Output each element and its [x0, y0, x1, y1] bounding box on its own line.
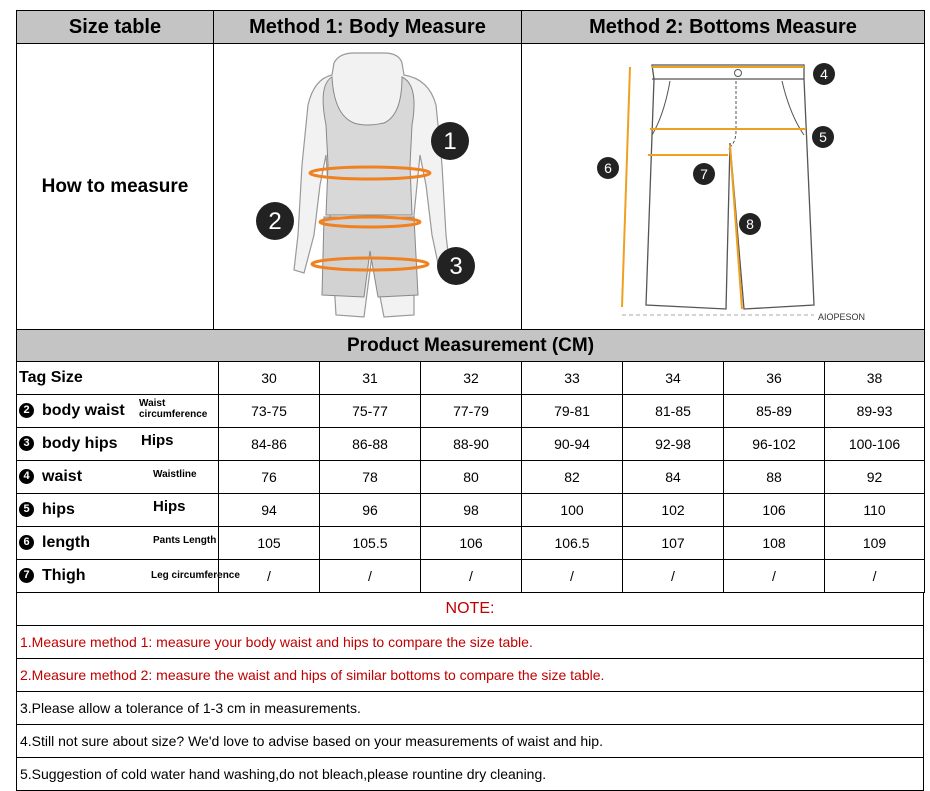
marker-1: 1 — [443, 127, 457, 155]
marker-3: 3 — [449, 252, 463, 280]
marker-5: 5 — [819, 128, 827, 145]
size-cell: 30 — [219, 362, 320, 395]
value-cell: 108 — [724, 527, 825, 560]
value-cell: 107 — [623, 527, 724, 560]
value-cell: 92 — [825, 461, 925, 494]
value-cell: 80 — [421, 461, 522, 494]
value-cell: / — [522, 560, 623, 593]
note-item-4: 4.Still not sure about size? We'd love to advise based on your measurements of waist and hip. — [17, 725, 924, 758]
row-label: length — [42, 534, 90, 551]
value-cell: 96-102 — [724, 428, 825, 461]
value-cell: 89-93 — [825, 395, 925, 428]
method1-header: Method 1: Body Measure — [214, 11, 522, 44]
method-table — [16, 10, 925, 330]
value-cell: 82 — [522, 461, 623, 494]
value-cell: / — [421, 560, 522, 593]
size-chart — [16, 10, 924, 791]
tag-size-row — [17, 362, 925, 395]
value-cell: / — [623, 560, 724, 593]
number-badge: 4 — [19, 469, 34, 484]
row-sublabel: Hips — [153, 498, 186, 515]
measurement-table — [16, 329, 925, 593]
marker-4: 4 — [820, 65, 828, 82]
value-cell: 109 — [825, 527, 925, 560]
measurement-row — [17, 461, 925, 494]
value-cell: 84 — [623, 461, 724, 494]
value-cell: 86-88 — [320, 428, 421, 461]
value-cell: 90-94 — [522, 428, 623, 461]
row-sublabel: Leg circumference — [151, 570, 240, 581]
value-cell: / — [825, 560, 925, 593]
value-cell: 88-90 — [421, 428, 522, 461]
product-measurement-title: Product Measurement (CM) — [17, 330, 925, 362]
note-item-5: 5.Suggestion of cold water hand washing,do not bleach,please rountine dry cleaning. — [17, 758, 924, 791]
size-cell: 31 — [320, 362, 421, 395]
marker-6: 6 — [604, 159, 612, 176]
value-cell: / — [320, 560, 421, 593]
number-badge: 3 — [19, 436, 34, 451]
value-cell: / — [219, 560, 320, 593]
size-cell: 38 — [825, 362, 925, 395]
bottoms-measure-figure — [522, 44, 925, 330]
how-to-measure-label: How to measure — [17, 44, 214, 330]
marker-8: 8 — [746, 215, 754, 232]
note-item-3: 3.Please allow a tolerance of 1-3 cm in measurements. — [17, 692, 924, 725]
size-cell: 32 — [421, 362, 522, 395]
value-cell: 94 — [219, 494, 320, 527]
number-badge: 7 — [19, 568, 34, 583]
row-label: waist — [42, 468, 83, 485]
row-sublabel: Pants Length — [153, 535, 217, 546]
watermark: AIOPESON — [818, 311, 866, 322]
value-cell: 106.5 — [522, 527, 623, 560]
number-badge: 6 — [19, 535, 34, 550]
row-label-cell — [17, 560, 240, 593]
measurement-row — [17, 428, 925, 461]
measurement-row — [17, 494, 925, 527]
row-label-cell — [17, 494, 219, 527]
value-cell: 75-77 — [320, 395, 421, 428]
row-label-cell — [17, 461, 219, 494]
value-cell: 96 — [320, 494, 421, 527]
size-table-header: Size table — [17, 11, 214, 44]
value-cell: 100 — [522, 494, 623, 527]
size-cell: 36 — [724, 362, 825, 395]
row-label-cell — [17, 527, 219, 560]
value-cell: 92-98 — [623, 428, 724, 461]
measurement-rows — [17, 395, 925, 593]
value-cell: 110 — [825, 494, 925, 527]
value-cell: / — [724, 560, 825, 593]
measurement-row — [17, 560, 925, 593]
row-sublabel: Waistline — [153, 469, 197, 480]
row-label-cell — [17, 428, 219, 461]
method2-header: Method 2: Bottoms Measure — [522, 11, 925, 44]
body-measure-figure — [214, 44, 522, 330]
value-cell: 100-106 — [825, 428, 925, 461]
notes-table — [16, 592, 924, 791]
row-label-cell — [17, 395, 219, 428]
row-label: Thigh — [42, 567, 86, 584]
value-cell: 81-85 — [623, 395, 724, 428]
row-sublabel: Hips — [141, 432, 174, 449]
body-figure-svg — [214, 45, 520, 329]
value-cell: 76 — [219, 461, 320, 494]
row-label: body waist — [42, 402, 125, 419]
value-cell: 73-75 — [219, 395, 320, 428]
note-item-2: 2.Measure method 2: measure the waist and hips of similar bottoms to compare the size table. — [17, 659, 924, 692]
note-item-1: 1.Measure method 1: measure your body waist and hips to compare the size table. — [17, 626, 924, 659]
value-cell: 105 — [219, 527, 320, 560]
marker-2: 2 — [268, 207, 282, 235]
value-cell: 98 — [421, 494, 522, 527]
note-title: NOTE: — [17, 593, 924, 626]
measurement-row — [17, 527, 925, 560]
value-cell: 77-79 — [421, 395, 522, 428]
value-cell: 78 — [320, 461, 421, 494]
value-cell: 88 — [724, 461, 825, 494]
tag-size-label: Tag Size — [17, 362, 219, 395]
value-cell: 105.5 — [320, 527, 421, 560]
row-label: hips — [42, 501, 75, 518]
row-label: body hips — [42, 435, 118, 452]
row-sublabel: Waist circumference — [139, 398, 208, 420]
marker-7: 7 — [700, 165, 708, 182]
bottoms-figure-svg — [522, 45, 923, 329]
value-cell: 106 — [421, 527, 522, 560]
value-cell: 102 — [623, 494, 724, 527]
measurement-row — [17, 395, 925, 428]
number-badge: 2 — [19, 403, 34, 418]
size-cell: 33 — [522, 362, 623, 395]
number-badge: 5 — [19, 502, 34, 517]
value-cell: 85-89 — [724, 395, 825, 428]
value-cell: 79-81 — [522, 395, 623, 428]
value-cell: 106 — [724, 494, 825, 527]
size-cell: 34 — [623, 362, 724, 395]
value-cell: 84-86 — [219, 428, 320, 461]
